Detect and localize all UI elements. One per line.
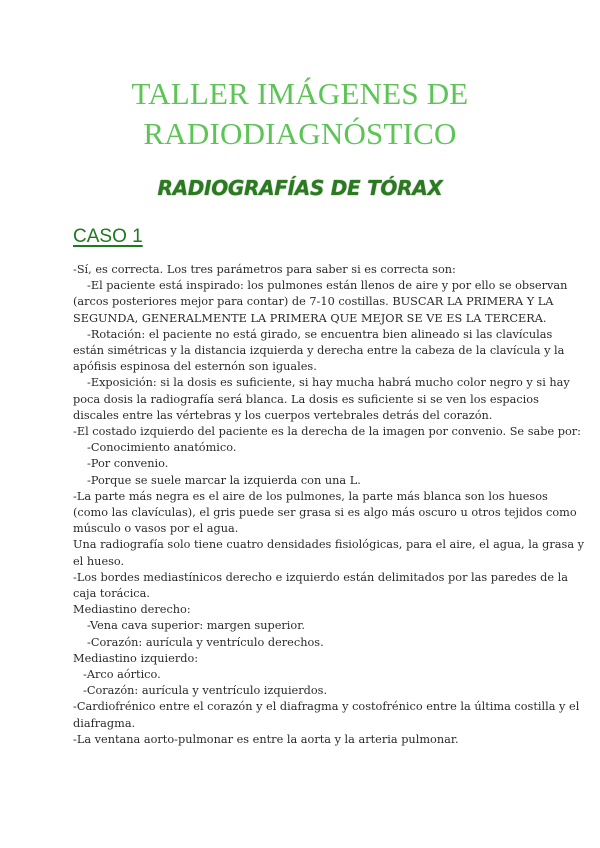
text-line: -Porque se suele marcar la izquierda con una L. — [87, 473, 361, 487]
text-line: -Sí, es correcta. Los tres parámetros para saber si es correcta son: — [73, 263, 456, 276]
section-heading: CASO 1 — [73, 226, 143, 247]
text-line: -El paciente está inspirado: los pulmones están llenos de aire y por ello se observan — [87, 279, 568, 293]
title-line-1: TALLER IMÁGENES DE — [131, 76, 469, 111]
text-line: -Exposición: si la dosis es suficiente, si hay mucha habrá mucho color negro y si hay — [87, 376, 570, 390]
text-line: -Por convenio. — [87, 457, 169, 471]
text-line: Mediastino izquierdo: — [73, 651, 199, 665]
text-line: caja torácica. — [73, 587, 150, 601]
text-line: (como las clavículas), el gris puede ser grasa si es algo más oscuro u otros tejidos como — [73, 506, 577, 520]
text-line: SEGUNDA, GENERALMENTE LA PRIMERA QUE MEJOR SE VE ES LA TERCERA. — [73, 311, 547, 325]
title-line-2: RADIODIAGNÓSTICO — [143, 116, 457, 151]
text-line: -Rotación: el paciente no está girado, se encuentra bien alineado si las clavículas — [87, 327, 553, 341]
text-line: -El costado izquierdo del paciente es la derecha de la imagen por convenio. Se sabe por: — [73, 425, 581, 439]
text-line: -La ventana aorto-pulmonar es entre la aorta y la arteria pulmonar. — [73, 732, 459, 746]
subtitle: RADIOGRAFÍAS DE TÓRAX — [157, 176, 443, 200]
text-line: -Vena cava superior: margen superior. — [87, 619, 305, 633]
text-line: músculo o vasos por el agua. — [73, 522, 239, 536]
text-line: están simétricas y la distancia izquierda y derecha entre la cabeza de la clavícula y la — [73, 344, 565, 358]
text-line: -Cardiofrénico entre el corazón y el diafragma y costofrénico entre la última costilla y el — [73, 700, 580, 714]
text-line: Mediastino derecho: — [73, 603, 191, 617]
text-line: discales entre las vértebras y los cuerpos vertebrales detrás del corazón. — [73, 408, 493, 422]
text-line: -Los bordes mediastínicos derecho e izquierdo están delimitados por las paredes de la — [73, 570, 569, 584]
body-text — [73, 262, 585, 748]
text-line: -Conocimiento anatómico. — [87, 441, 237, 455]
text-line: -La parte más negra es el aire de los pulmones, la parte más blanca son los huesos — [73, 489, 548, 503]
text-line: (arcos posteriores mejor para contar) de 7-10 costillas. BUSCAR LA PRIMERA Y LA — [73, 295, 554, 309]
text-line: apófisis espinosa del esternón son iguales. — [73, 360, 317, 374]
text-line: el hueso. — [73, 554, 125, 568]
text-line: -Corazón: aurícula y ventrículo derechos. — [87, 635, 324, 649]
text-line: poca dosis la radiografía será blanca. La dosis es suficiente si se ven los espacios — [73, 392, 539, 406]
text-line: Una radiografía solo tiene cuatro densidades fisiológicas, para el aire, el agua, la grasa y — [73, 538, 585, 552]
text-line: -Arco aórtico. — [83, 668, 161, 682]
text-line: -Corazón: aurícula y ventrículo izquierdos. — [83, 684, 328, 698]
text-line: diafragma. — [73, 716, 136, 730]
